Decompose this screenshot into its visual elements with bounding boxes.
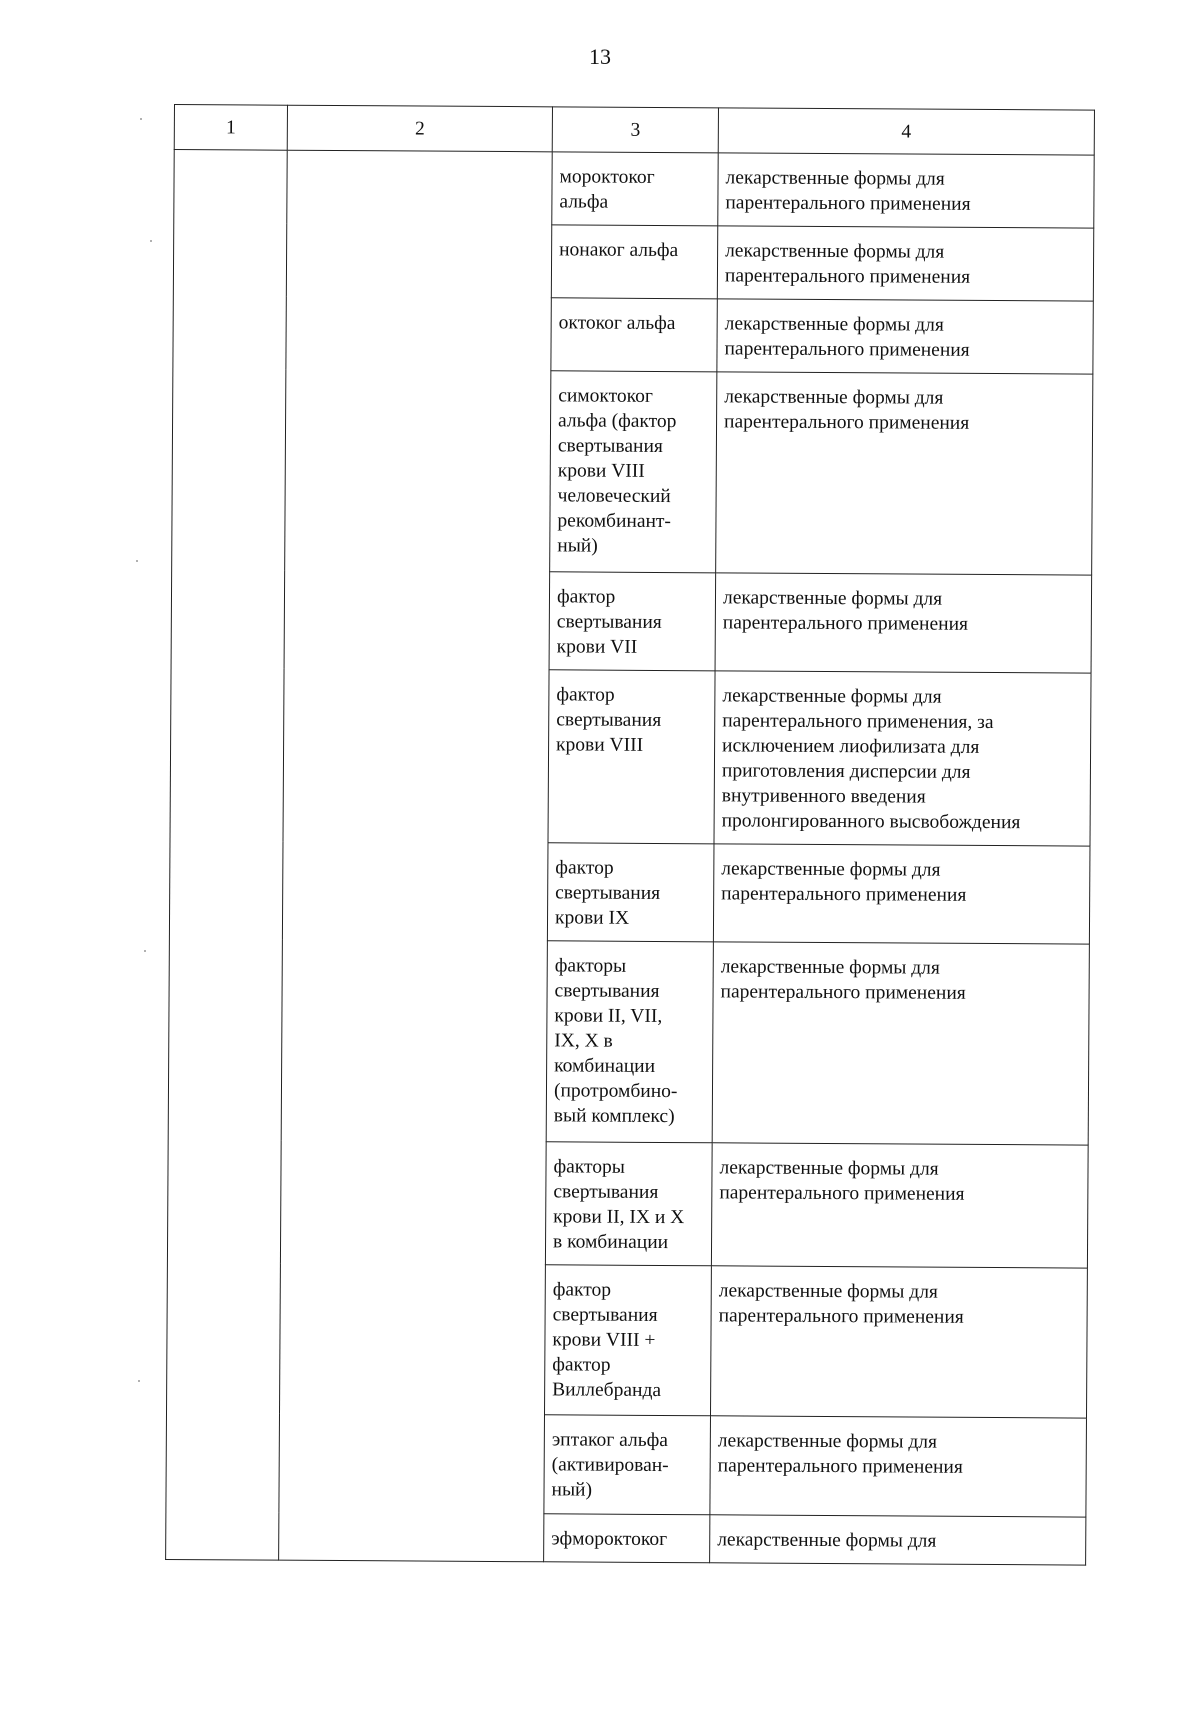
table-body	[166, 150, 1095, 1566]
drug-name-cell: симоктоког альфа (фактор свертывания крови VIII человеческий рекомбинант- ный)	[550, 371, 717, 573]
scan-speck	[138, 1380, 140, 1382]
drug-name-cell: эптаког альфа (активирован- ный)	[544, 1415, 711, 1515]
header-col-3: 3	[552, 107, 718, 153]
drug-form-cell: лекарственные формы для парентерального применения	[717, 299, 1093, 374]
drug-form-cell: лекарственные формы для парентерального применения	[716, 372, 1093, 575]
drug-name-cell: мороктоког альфа	[552, 152, 718, 226]
header-row	[174, 105, 1094, 156]
drug-name-cell: факторы свертывания крови II, IX и X в комбинации	[545, 1142, 712, 1266]
scan-speck	[140, 118, 142, 120]
drug-form-cell: лекарственные формы для парентерального применения	[718, 153, 1094, 228]
drug-name-cell: нонаког альфа	[551, 225, 717, 299]
drug-name-cell: факторы свертывания крови II, VII, IX, X в комбинации (протромбино- вый комплекс)	[546, 941, 713, 1143]
drug-name-cell: эфмороктоког	[544, 1514, 710, 1563]
drug-name-cell: фактор свертывания крови IX	[547, 843, 714, 942]
header-col-2: 2	[287, 105, 552, 152]
drug-form-cell: лекарственные формы для парентерального применения	[710, 1266, 1087, 1418]
col-1-cell	[166, 150, 288, 1561]
drug-table	[165, 104, 1095, 1566]
scan-speck	[136, 560, 138, 562]
drug-name-cell: фактор свертывания крови VIII	[548, 670, 715, 844]
drug-form-cell: лекарственные формы для парентерального применения	[712, 942, 1089, 1145]
header-col-1: 1	[174, 105, 287, 151]
scan-speck	[150, 240, 152, 242]
drug-name-cell: фактор свертывания крови VII	[549, 572, 716, 671]
col-2-cell	[279, 150, 553, 1562]
header-col-4: 4	[718, 108, 1094, 155]
scan-speck	[144, 950, 146, 952]
drug-form-cell: лекарственные формы для парентерального применения	[711, 1143, 1088, 1268]
drug-form-cell: лекарственные формы для парентерального применения	[710, 1416, 1087, 1517]
drug-name-cell: октоког альфа	[551, 298, 717, 372]
drug-form-cell: лекарственные формы для парентерального применения, за исключением лиофилизата для приготовления дисперсии для внутривенного введения пролонгированного высвобождения	[714, 671, 1091, 846]
drug-name-cell: фактор свертывания крови VIII + фактор Виллебранда	[544, 1265, 711, 1416]
drug-form-cell: лекарственные формы для парентерального применения	[715, 573, 1092, 673]
table-row	[174, 150, 1094, 229]
page-number: 13	[589, 44, 611, 69]
drug-form-cell: лекарственные формы для	[710, 1515, 1086, 1565]
drug-form-cell: лекарственные формы для парентерального применения	[713, 844, 1090, 944]
drug-form-cell: лекарственные формы для парентерального применения	[717, 226, 1093, 301]
